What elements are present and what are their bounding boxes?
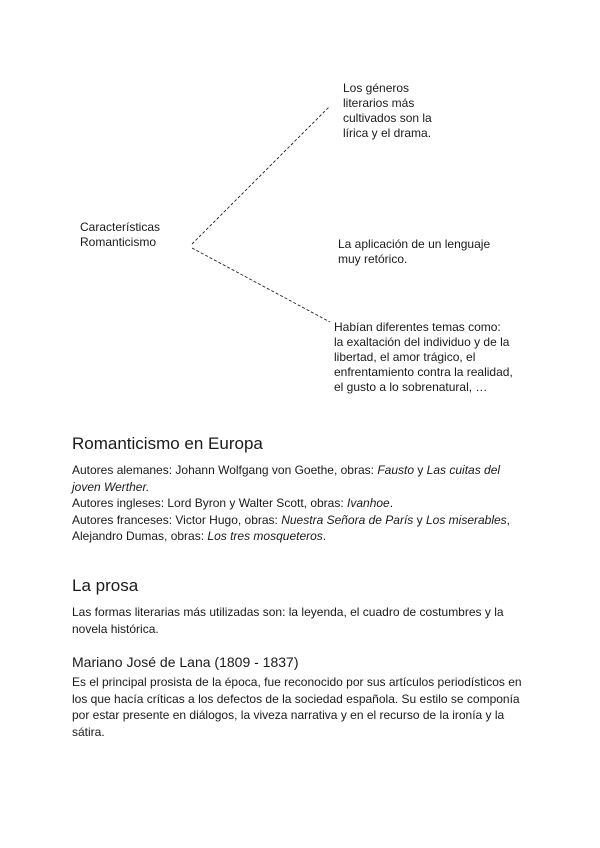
authors-german-text: Autores alemanes: Johann Wolfgang von Goethe, obras:: [72, 463, 378, 477]
authors-dumas-text: Alejandro Dumas, obras:: [72, 529, 208, 543]
work-fausto: Fausto: [377, 463, 414, 477]
conjunction: y: [413, 512, 426, 527]
section-title-larra: Mariano José de Lana (1809 - 1837): [72, 654, 299, 670]
work-notre-dame: Nuestra Señora de París: [281, 512, 414, 527]
europa-authors-paragraph: [72, 462, 532, 545]
authors-german-line: [72, 462, 532, 495]
concept-diagram: [0, 0, 600, 420]
authors-english-text: Autores ingleses: Lord Byron y Walter Scott, obras:: [72, 496, 348, 510]
diagram-branch-lenguaje: La aplicación de un lenguaje muy retórico.: [338, 237, 491, 266]
authors-english-line: [72, 495, 532, 512]
diagram-root-node: Características Romanticismo: [80, 220, 161, 249]
work-ivanhoe: Ivanhoe: [347, 496, 390, 510]
section-title-europa: Romanticismo en Europa: [72, 434, 263, 453]
prosa-paragraph: Las formas literarias más utilizadas son: la leyenda, el cuadro de costumbres y la novela histórica.: [72, 605, 504, 636]
diagram-branch-generos: Los géneros literarios más cultivados son la lírica y el drama.: [343, 81, 432, 140]
conjunction: y: [414, 463, 427, 477]
authors-french-line: [72, 512, 532, 529]
connector-to-branch-3: [192, 248, 330, 322]
punctuation: .: [322, 529, 327, 543]
diagram-branch-temas: Habían diferentes temas como: la exaltación del individuo y de la libertad, el amor trágico, el enfrentamiento contra la realidad, el gusto a lo sobrenatural, …: [334, 320, 513, 394]
section-title-prosa: La prosa: [72, 576, 139, 595]
work-mosqueteros: Los tres mosqueteros: [207, 529, 323, 543]
authors-french-text: Autores franceses: Victor Hugo, obras:: [72, 512, 282, 527]
larra-paragraph: Es el principal prosista de la época, fue reconocido por sus artículos periodísticos en los que hacía críticas a los defectos de la sociedad española. Su estilo se componía por estar presente en diálogos, la viveza narrativa y en el recurso de la ironía y la sátira.: [72, 675, 522, 739]
work-miserables: Los miserables: [425, 512, 507, 527]
authors-dumas-line: [72, 528, 532, 545]
punctuation: .: [389, 496, 394, 510]
punctuation: ,: [506, 512, 511, 527]
connector-to-branch-1: [192, 106, 330, 244]
work-werther: Las cuitas del joven Werther.: [72, 463, 501, 494]
